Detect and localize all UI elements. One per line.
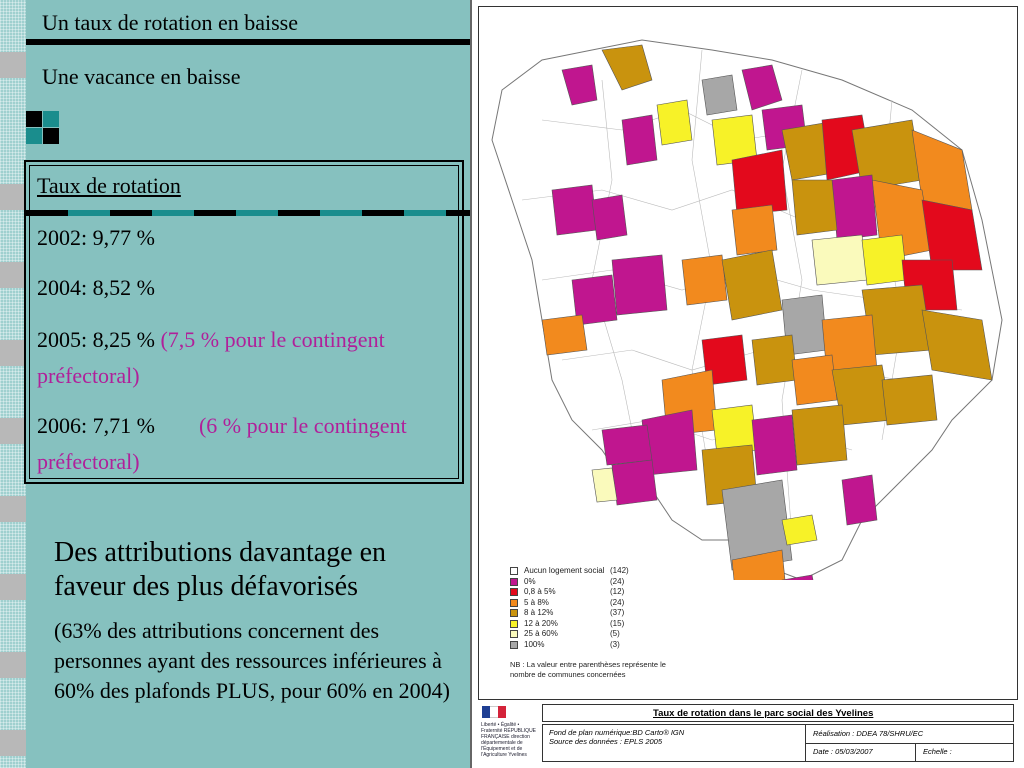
legend-item: 0% (24) xyxy=(510,577,650,588)
legend-item: 0,8 à 5% (12) xyxy=(510,587,650,598)
ministry-logo: Liberté • Égalité • Fraternité RÉPUBLIQUE FRANÇAISE direction départementale de l'Équipement et de l'Agriculture Yvelines xyxy=(478,702,540,764)
legend-item: 25 à 60% (5) xyxy=(510,629,650,640)
legend-note: NB : La valeur entre parenthèses représente le nombre de communes concernées xyxy=(510,660,666,679)
strip-block xyxy=(0,52,26,78)
map-title: Taux de rotation dans le parc social des Yvelines xyxy=(653,708,874,719)
strip-block xyxy=(0,184,26,210)
rotation-note: (7,5 % pour le contingent préfectoral) xyxy=(37,327,385,388)
legend-item: 12 à 20% (15) xyxy=(510,619,650,630)
yvelines-map xyxy=(482,20,1012,580)
map-cartouche xyxy=(478,702,1018,764)
date-label: Date : 05/03/2007 xyxy=(813,747,873,756)
map-legend xyxy=(510,566,650,650)
title-divider xyxy=(26,39,470,45)
strip-block xyxy=(0,496,26,522)
rotation-row: 2005: 8,25 % (7,5 % pour le contingent préfectoral) xyxy=(37,327,385,388)
french-flag-icon xyxy=(482,706,506,718)
strip-block xyxy=(0,262,26,288)
map-panel xyxy=(470,0,1024,768)
rotation-note: (6 % pour le contingent préfectoral) xyxy=(37,413,407,474)
attributions-description: (63% des attributions concernent des personnes ayant des ressources inférieures à 60% des plafonds PLUS, pour 60% en 2004) xyxy=(54,618,450,703)
strip-block xyxy=(0,340,26,366)
cartouche-info xyxy=(542,724,1014,762)
rotation-row: 2006: 7,71 % (6 % pour le contingent préfectoral) xyxy=(37,413,407,474)
strip-block xyxy=(0,652,26,678)
rotation-heading: Taux de rotation xyxy=(37,173,181,198)
legend-item: 5 à 8% (24) xyxy=(510,598,650,609)
source-line: Source des données : EPLS 2005 xyxy=(549,737,662,746)
strip-block xyxy=(0,418,26,444)
cartouche-title-box xyxy=(542,704,1014,722)
strip-block xyxy=(0,730,26,756)
source-line: Fond de plan numérique:BD Carto® IGN xyxy=(549,728,685,737)
legend-item: Aucun logement social (142) xyxy=(510,566,650,577)
legend-item: 8 à 12% (37) xyxy=(510,608,650,619)
attributions-title: Des attributions davantage en faveur des plus défavorisés xyxy=(54,537,387,602)
scale-label: Echelle : xyxy=(923,747,952,756)
realisation-label: Réalisation : DDEA 78/SHRU/EC xyxy=(813,729,924,738)
legend-item: 100% (3) xyxy=(510,640,650,651)
slide-subtitle: Une vacance en baisse xyxy=(42,64,241,89)
strip-block xyxy=(0,574,26,600)
dashed-divider xyxy=(26,210,470,216)
rotation-row: 2004: 8,52 % xyxy=(37,275,155,300)
left-decorative-strip xyxy=(0,0,26,768)
bullet-squares-icon xyxy=(26,111,60,145)
slide-title: Un taux de rotation en baisse xyxy=(42,10,298,35)
rotation-row: 2002: 9,77 % xyxy=(37,225,155,250)
